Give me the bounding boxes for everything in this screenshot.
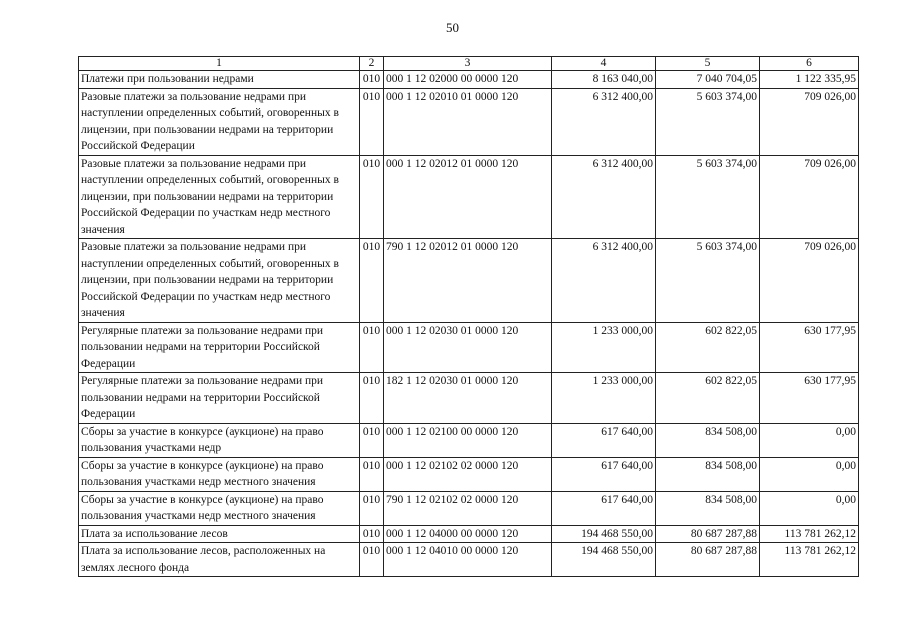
cell-budget-code: 000 1 12 02100 00 0000 120 [384, 423, 552, 457]
cell-name: Сборы за участие в конкурсе (аукционе) на право пользования участками недр местного значения [79, 491, 360, 525]
cell-executed-amount: 602 822,05 [656, 373, 760, 424]
cell-approved-amount: 617 640,00 [552, 491, 656, 525]
cell-executed-amount: 602 822,05 [656, 322, 760, 373]
cell-name: Плата за использование лесов [79, 525, 360, 543]
table-row [79, 71, 859, 89]
cell-line-code: 010 [360, 543, 384, 577]
cell-executed-amount: 80 687 287,88 [656, 543, 760, 577]
cell-line-code: 010 [360, 373, 384, 424]
cell-approved-amount: 1 233 000,00 [552, 322, 656, 373]
header-col-6: 6 [760, 57, 859, 71]
cell-budget-code: 790 1 12 02102 02 0000 120 [384, 491, 552, 525]
cell-approved-amount: 617 640,00 [552, 423, 656, 457]
header-col-5: 5 [656, 57, 760, 71]
cell-budget-code: 000 1 12 02012 01 0000 120 [384, 155, 552, 239]
table-header-row [79, 57, 859, 71]
cell-budget-code: 000 1 12 04000 00 0000 120 [384, 525, 552, 543]
cell-executed-amount: 834 508,00 [656, 423, 760, 457]
cell-name: Регулярные платежи за пользование недрами при пользовании недрами на территории Российской Федерации [79, 373, 360, 424]
cell-executed-amount: 834 508,00 [656, 457, 760, 491]
cell-unexecuted-amount: 0,00 [760, 491, 859, 525]
cell-unexecuted-amount: 0,00 [760, 423, 859, 457]
cell-name: Регулярные платежи за пользование недрами при пользовании недрами на территории Российской Федерации [79, 322, 360, 373]
table-row [79, 491, 859, 525]
table-row [79, 239, 859, 323]
header-col-3: 3 [384, 57, 552, 71]
table-row [79, 88, 859, 155]
cell-approved-amount: 6 312 400,00 [552, 88, 656, 155]
table-row [79, 543, 859, 577]
cell-unexecuted-amount: 709 026,00 [760, 239, 859, 323]
cell-approved-amount: 617 640,00 [552, 457, 656, 491]
cell-unexecuted-amount: 709 026,00 [760, 155, 859, 239]
cell-line-code: 010 [360, 239, 384, 323]
cell-line-code: 010 [360, 322, 384, 373]
cell-unexecuted-amount: 1 122 335,95 [760, 71, 859, 89]
cell-unexecuted-amount: 630 177,95 [760, 373, 859, 424]
cell-name: Сборы за участие в конкурсе (аукционе) на право пользования участками недр [79, 423, 360, 457]
cell-name: Разовые платежи за пользование недрами при наступлении определенных событий, оговоренных в лицензии, при пользовании недрами на территории Российской Федерации по участкам недр местного значения [79, 239, 360, 323]
cell-unexecuted-amount: 630 177,95 [760, 322, 859, 373]
table-row [79, 423, 859, 457]
cell-budget-code: 000 1 12 02000 00 0000 120 [384, 71, 552, 89]
cell-budget-code: 182 1 12 02030 01 0000 120 [384, 373, 552, 424]
cell-executed-amount: 7 040 704,05 [656, 71, 760, 89]
cell-line-code: 010 [360, 491, 384, 525]
cell-budget-code: 000 1 12 02102 02 0000 120 [384, 457, 552, 491]
cell-executed-amount: 5 603 374,00 [656, 155, 760, 239]
cell-line-code: 010 [360, 423, 384, 457]
cell-budget-code: 000 1 12 04010 00 0000 120 [384, 543, 552, 577]
revenue-table [78, 56, 859, 577]
header-col-4: 4 [552, 57, 656, 71]
header-col-1: 1 [79, 57, 360, 71]
cell-name: Разовые платежи за пользование недрами при наступлении определенных событий, оговоренных в лицензии, при пользовании недрами на территории Российской Федерации по участкам недр местного значения [79, 155, 360, 239]
cell-line-code: 010 [360, 88, 384, 155]
cell-approved-amount: 6 312 400,00 [552, 155, 656, 239]
table-row [79, 155, 859, 239]
cell-executed-amount: 834 508,00 [656, 491, 760, 525]
cell-approved-amount: 194 468 550,00 [552, 525, 656, 543]
cell-budget-code: 000 1 12 02010 01 0000 120 [384, 88, 552, 155]
cell-executed-amount: 5 603 374,00 [656, 239, 760, 323]
cell-unexecuted-amount: 0,00 [760, 457, 859, 491]
cell-unexecuted-amount: 113 781 262,12 [760, 543, 859, 577]
cell-executed-amount: 5 603 374,00 [656, 88, 760, 155]
cell-name: Платежи при пользовании недрами [79, 71, 360, 89]
table-row [79, 457, 859, 491]
cell-line-code: 010 [360, 525, 384, 543]
table-row [79, 373, 859, 424]
cell-budget-code: 790 1 12 02012 01 0000 120 [384, 239, 552, 323]
cell-name: Разовые платежи за пользование недрами при наступлении определенных событий, оговоренных в лицензии, при пользовании недрами на территории Российской Федерации [79, 88, 360, 155]
cell-unexecuted-amount: 709 026,00 [760, 88, 859, 155]
cell-budget-code: 000 1 12 02030 01 0000 120 [384, 322, 552, 373]
cell-approved-amount: 8 163 040,00 [552, 71, 656, 89]
cell-approved-amount: 1 233 000,00 [552, 373, 656, 424]
cell-unexecuted-amount: 113 781 262,12 [760, 525, 859, 543]
page-number: 50 [446, 20, 459, 35]
cell-approved-amount: 194 468 550,00 [552, 543, 656, 577]
header-col-2: 2 [360, 57, 384, 71]
cell-approved-amount: 6 312 400,00 [552, 239, 656, 323]
cell-name: Плата за использование лесов, расположенных на землях лесного фонда [79, 543, 360, 577]
cell-name: Сборы за участие в конкурсе (аукционе) на право пользования участками недр местного значения [79, 457, 360, 491]
table-row [79, 525, 859, 543]
cell-line-code: 010 [360, 155, 384, 239]
cell-line-code: 010 [360, 457, 384, 491]
table-row [79, 322, 859, 373]
cell-executed-amount: 80 687 287,88 [656, 525, 760, 543]
cell-line-code: 010 [360, 71, 384, 89]
